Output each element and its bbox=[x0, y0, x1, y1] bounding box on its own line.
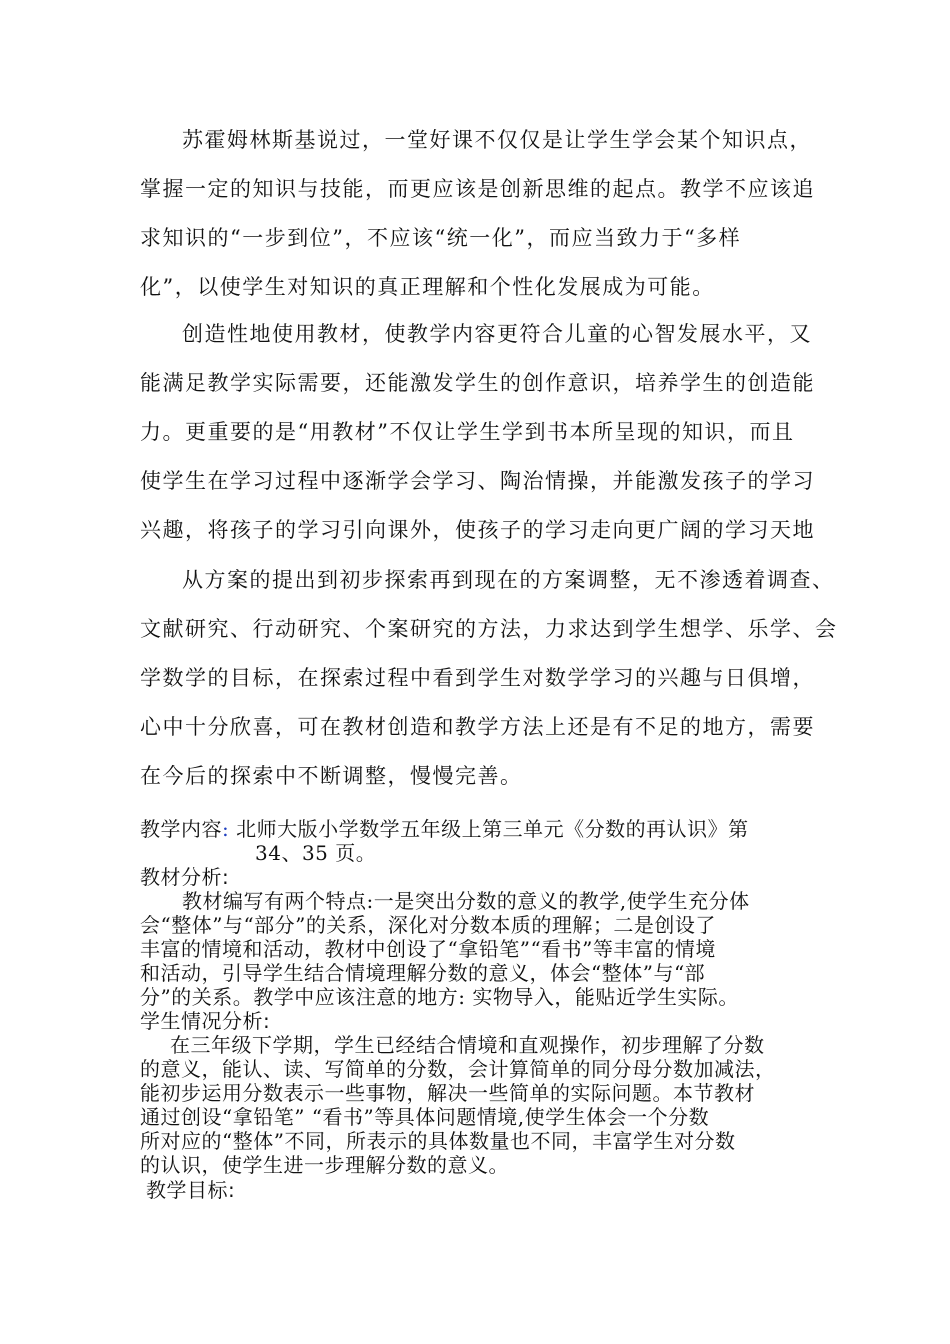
paragraph-line: 化”，以使学生对知识的真正理解和个性化发展成为可能。 bbox=[140, 275, 715, 299]
material-analysis-line: 和活动，引导学生结合情境理解分数的意义，体会“整体”与“部 bbox=[140, 961, 706, 985]
paragraph-line: 创造性地使用教材，使教学内容更符合儿童的心智发展水平，又 bbox=[182, 322, 812, 346]
material-analysis-line: 分”的关系。教学中应该注意的地方: 实物导入，能贴近学生实际。 bbox=[140, 985, 739, 1009]
paragraph-line: 学数学的目标，在探索过程中看到学生对数学学习的兴趣与日俱增， bbox=[140, 666, 815, 690]
material-analysis-heading: 教材分析: bbox=[140, 865, 230, 889]
paragraph-line: 在今后的探索中不断调整，慢慢完善。 bbox=[140, 764, 523, 788]
paragraph-line: 使学生在学习过程中逐渐学会学习、陶治情操，并能激发孩子的学习 bbox=[140, 469, 815, 493]
material-analysis-line: 会“整体”与“部分”的关系，深化对分数本质的理解；二是创设了 bbox=[140, 913, 716, 937]
paragraph-1 bbox=[140, 116, 820, 312]
student-analysis-line: 在三年级下学期，学生已经结合情境和直观操作，初步理解了分数 bbox=[170, 1033, 765, 1057]
student-analysis-line: 通过创设“拿铅笔” “看书”等具体问题情境,使学生体会一个分数 bbox=[140, 1105, 710, 1129]
teaching-content-section bbox=[140, 817, 820, 865]
teaching-content-line bbox=[140, 817, 820, 841]
paragraph-line: 能满足教学实际需要，还能激发学生的创作意识，培养学生的创造能 bbox=[140, 371, 815, 395]
teaching-goal-heading: 教学目标: bbox=[146, 1178, 236, 1202]
paragraph-line: 文献研究、行动研究、个案研究的方法，力求达到学生想学、乐学、会 bbox=[140, 617, 838, 641]
material-analysis-line: 教材编写有两个特点:一是突出分数的意义的教学,使学生充分体 bbox=[182, 889, 750, 913]
paragraph-line: 力。更重要的是“用教材”不仅让学生学到书本所呈现的知识，而且 bbox=[140, 420, 795, 444]
paragraph-line: 从方案的提出到初步探索再到现在的方案调整，无不渗透着调查、 bbox=[182, 568, 835, 592]
paragraph-3 bbox=[140, 556, 838, 801]
teaching-content-label: 教学内容 bbox=[140, 817, 222, 841]
student-analysis-line: 的认识，使学生进一步理解分数的意义。 bbox=[140, 1153, 509, 1177]
teaching-goal-section bbox=[146, 1178, 826, 1202]
student-analysis-heading: 学生情况分析: bbox=[140, 1009, 271, 1033]
material-analysis-line: 丰富的情境和活动，教材中创设了“拿铅笔”“看书”等丰富的情境 bbox=[140, 937, 716, 961]
student-analysis-line: 能初步运用分数表示一些事物，解决一些简单的实际问题。本节教材 bbox=[140, 1081, 755, 1105]
paragraph-line: 苏霍姆林斯基说过，一堂好课不仅仅是让学生学会某个知识点， bbox=[182, 128, 812, 152]
paragraph-line: 心中十分欣喜，可在教材创造和教学方法上还是有不足的地方，需要 bbox=[140, 715, 815, 739]
student-analysis-section bbox=[140, 1009, 820, 1177]
teaching-content-colon: : bbox=[222, 817, 230, 841]
student-analysis-line: 所对应的“整体”不同，所表示的具体数量也不同，丰富学生对分数 bbox=[140, 1129, 736, 1153]
material-analysis-section bbox=[140, 865, 820, 1009]
paragraph-line: 求知识的“一步到位”，不应该“统一化”，而应当致力于“多样 bbox=[140, 226, 742, 250]
paragraph-line: 兴趣，将孩子的学习引向课外，使孩子的学习走向更广阔的学习天地 bbox=[140, 518, 815, 542]
student-analysis-line: 的意义，能认、读、写简单的分数，会计算简单的同分母分数加减法， bbox=[140, 1057, 776, 1081]
paragraph-line: 掌握一定的知识与技能，而更应该是创新思维的起点。教学不应该追 bbox=[140, 177, 815, 201]
teaching-content-pages: 34、35 页。 bbox=[255, 841, 377, 865]
paragraph-2 bbox=[140, 310, 820, 555]
teaching-content-text: 北师大版小学数学五年级上第三单元《分数的再认识》第 bbox=[229, 817, 749, 841]
